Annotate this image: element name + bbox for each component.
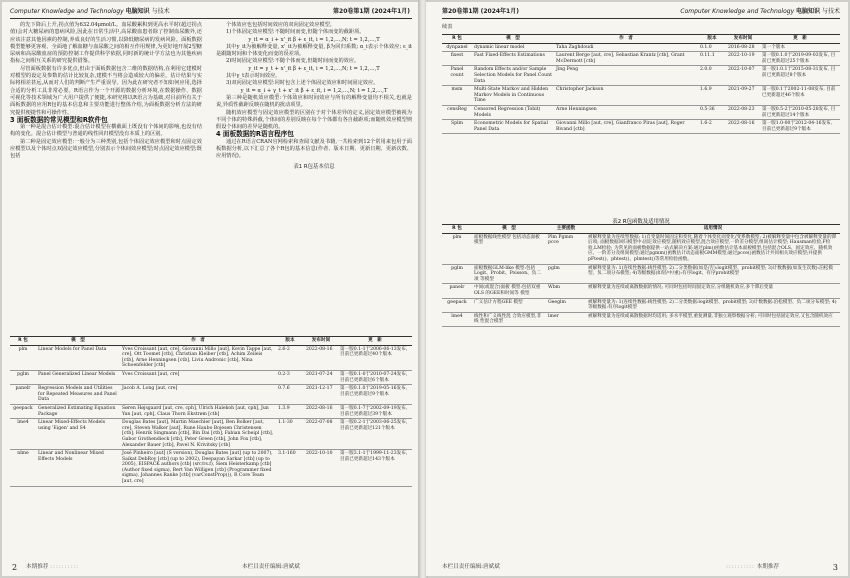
table-row [442, 43, 840, 52]
table-cell: plm [442, 233, 472, 264]
table-cell: Econometric Models for Spatial Panel Data [472, 120, 554, 134]
table-row [442, 120, 840, 134]
table-cell: 第一版1.0-00于2012-04-16发布, 目前已更新超过9个版本 [760, 120, 840, 134]
table-row [442, 312, 840, 326]
table-cell: 1.6.9 [698, 86, 726, 106]
table-cell: Fast Fixed-Effects Estimations [472, 52, 554, 66]
table-cell: 第一版0.1-1于2006-06-13发布, 目前已更新超过40个版本 [338, 345, 412, 370]
table-cell: 第一版0.1-7于2002-09-19发布, 目前已更新超过39个版本 [338, 404, 412, 418]
table-cell: Panel Generalized Linear Models [36, 370, 120, 384]
table-cell: 2022-08-16 [726, 120, 760, 134]
table-cell: fixest [442, 52, 472, 66]
header-rule [442, 18, 840, 19]
table-row [10, 419, 412, 450]
table-cell: geepack [442, 298, 472, 312]
paragraph: 第一种是混合估计模型:混合估计模型在横截面上既没有个体间的影响,也没有结构的变化。混合估计模型与普通的线性回归模型没有本质上的区别。 [10, 124, 202, 138]
table-cell: 被解释变量为连续或离散数据时均适用; 多水平模型,重复测量,非独立观察数据分析; 可同时包括固定效应,又包含随机效应 [586, 312, 840, 326]
table-header: 适用情况 [586, 225, 840, 234]
table-header: R 包 [442, 225, 472, 234]
table-cell: 第一版1.0.1于2015-08-31发布, 目前已更新超过8个版本 [760, 66, 840, 86]
right-page [426, 2, 848, 576]
table-cell: 广义估计方程GEE 模型 [472, 298, 546, 312]
table-cell: 1.6-2 [698, 120, 726, 134]
table-cell: 被解释变量为: 1)连续性数据:线性模型; 2)二分类数据:logit模型、probit模型; 3)计数数据:泊松模型、负二项分布模型; 4)等级数据:有序logit模型 [586, 298, 840, 312]
table-cell: Linear Models for Panel Data [36, 345, 120, 370]
page-number-left: 2 [12, 563, 18, 572]
paragraph: 2)时间固定效应模型:不随个体而变,但随时间而变的效应。 [226, 58, 360, 65]
table-header: 发布时间 [304, 337, 338, 346]
table-cell: Taha Zaghdoudi [554, 43, 698, 52]
left-column-2 [216, 22, 412, 173]
table-cell: 2021-09-27 [726, 86, 760, 106]
table-cell: 第一版3.1-1于1999-11-23发布, 目前已更新超过143个版本 [338, 450, 412, 487]
table-cell: dynpanel [442, 43, 472, 52]
table-cell: 第一版0.1-0于2010-07-24发布, 目前已更新超过6个版本 [338, 370, 412, 384]
right-issue: 第20卷第1期 (2024年1月) [442, 8, 519, 15]
table-cell: 2022-08-16 [304, 404, 338, 418]
running-head-tag: 与技术 [821, 8, 840, 15]
table-cell: 第一版0.2-1于2003-06-25发布, 目前已更新超过121个版本 [338, 419, 412, 450]
paragraph: 3)双向固定效应模型:同时包含上述个体固定效应和时间固定效应。 [226, 80, 379, 87]
table-cell: Splm [442, 120, 472, 134]
table-row [442, 66, 840, 86]
table-cell: censReg [442, 105, 472, 119]
paragraph: 随机效应模型与固定效应模型的区别在于对个体差异的定义,固定效应模型被视为不同个体的特殊斜截,个体间的差别反映在每个个体都有各自截距项;而随机效应模型则假设个体间的差异是随机的。 [216, 109, 412, 131]
table2-caption: 表2 R包函数及适用情况 [612, 219, 670, 225]
table-cell: Linear and Nonlinear Mixed Effects Models [36, 450, 120, 487]
table-row [10, 345, 412, 370]
table-cell: 0.11.1 [698, 52, 726, 66]
header-rule [10, 18, 412, 19]
table-row [442, 105, 840, 119]
table-header: 作 者 [554, 35, 698, 44]
table-cell: pglm [442, 264, 472, 284]
table-cell: pglm [546, 264, 586, 284]
footer-right-label: :::::::::: 本期推荐 [726, 564, 780, 570]
table-row [10, 385, 412, 405]
paragraph: 第二种是固定效应模型:一般分为三种类别,包括个体固定效应模型和时点固定效应模型以及个体时点双固定效应模型,分别表示个体间效应模型;时点固定效应模型;既包括 [10, 138, 202, 160]
table-cell: Christopher Jackson [554, 86, 698, 106]
table-cell: msm [442, 86, 472, 106]
table-cell: Wbm [546, 284, 586, 298]
table-header: 模 型 [36, 337, 120, 346]
table-cell: 第一个版本 [760, 43, 840, 52]
right-running-head [680, 6, 840, 15]
table-cell: Laurent Berge [aut, cre], Sebastian Krantz [ctb], Grant McDermott [ctb] [554, 52, 698, 66]
table-row [10, 404, 412, 418]
table-cell: 0.1.0 [698, 43, 726, 52]
table-cell: Censored Regression (Tobit) Models [472, 105, 554, 119]
table-row [442, 52, 840, 66]
table1 [10, 336, 412, 487]
table1-caption: 表1 R包基本信息 [293, 163, 335, 170]
left-issue: 第20卷第1期 (2024年1月) [333, 8, 410, 15]
table-cell: 面板数据GLM-like 模型:包括Logit、Probit、Poisson、负二项 等模型 [472, 264, 546, 284]
table-header: 更 新 [760, 35, 840, 44]
table-cell: Jing Peng [554, 66, 698, 86]
table-row [442, 264, 840, 284]
table-cell: 第一版0.1.0于2019-05-16发布, 目前已更新超过9个版本 [338, 385, 412, 405]
table-cell: Yves Croissant [aut, cre] [120, 370, 276, 384]
equation: y_it = α_i + γ_t + x'_it β + ε_it, i = 1,2,…,N; t = 1,2,…,T [240, 87, 388, 94]
table-cell: José Pinheiro [aut] (S version), Douglas Bates [aut] (up to 2007), Saikat DebRoy [ctb] (up to 2002), Deepayan Sarkar [ctb] (up to 2005), EISPACK authors [ctb] (src/rs.f), Siem Heisterkamp [ctb] (Author fixed sigma), Bert Van Willigen [ctb] (Programmer fixed sigma), Johannes Ranke [ctb] (varConstProp()), R Core Team [aut, cre] [120, 450, 276, 487]
table-cell: Douglas Bates [aut], Martin Maechler [aut], Ben Bolker [aut, cre], Steven Walker [aut], Rune Haubo Bojesen Christensen [ctb], Henrik Singmann [ctb], Bin Dai [ctb], Fabian Scheipl [ctb], Gabor Grothendieck [ctb], Peter Green [ctb], John Fox [ctb], Alexander Bauer [ctb], Pavel N. Krivitsky [ctb] [120, 419, 276, 450]
table-row [10, 450, 412, 487]
paragraph: 通过在R语言CRAN官网检索和查阅文献及书籍,一共检索到12个常用来包用于面板数据分析,以下汇总了各个R包的基本信息(作者、版本日期、更新日期、更新次数、应用情况)。 [216, 138, 412, 160]
table-cell: 1.1-30 [276, 419, 304, 450]
table-cell: dynamic linear model [472, 43, 554, 52]
continued-label: 续表 [442, 24, 453, 30]
paragraph: 第三种是随机效应模型:个体效应和时间效应与所有的解释变量均不相关,也就是说,异质性截距反映在随机的扰动项里。 [216, 94, 412, 109]
footer-left-editor: 本栏目责任编辑:唐斌斌 [242, 564, 300, 570]
running-head-cn: 电脑知识 [125, 8, 150, 15]
table-row [442, 233, 840, 264]
table-cell: 第一版0.5-2于2010-05-28发布, 目前已更新超过14个版本 [760, 105, 840, 119]
table-cell: 2.6-2 [276, 345, 304, 370]
table-cell: 线性和广义线性混 合效应模型,非线 性混合模型 [472, 312, 546, 326]
table-cell: Giovanni Millo [aut, cre], Gianfranco Piras [aut], Roger Bivand [ctb] [554, 120, 698, 134]
paragraph: 个体效应也包括时间效应的双向固定效应模型。 [226, 22, 335, 28]
table-cell: geepack [10, 404, 36, 418]
table-row [442, 86, 840, 106]
table-cell: 2022-10-19 [726, 52, 760, 66]
table-cell: 2016-08-28 [726, 43, 760, 52]
table-cell: Søren Højsgaard [aut, cre, cph], Ulrich Halekoh [aut, cph], Jun Yan [aut, cph], Claus Thorn Ekstrøm [ctb] [120, 404, 276, 418]
table-cell: lme4 [442, 312, 472, 326]
table-cell: 2022-10-07 [726, 66, 760, 86]
table-header: R 包 [10, 337, 36, 346]
table-header: 发布时间 [726, 35, 760, 44]
table-cell: Random Effects and/or Sample Selection Models for Panel Count Data [472, 66, 554, 86]
table-row [442, 284, 840, 298]
table-cell: Panel count [442, 66, 472, 86]
page-number-right: 3 [832, 563, 838, 572]
table-cell: 0.7.6 [276, 385, 304, 405]
table-cell: 2022-08-16 [304, 345, 338, 370]
table-cell: lmer [546, 312, 586, 326]
table-cell: Plm Pgmm pcce [546, 233, 586, 264]
table-cell: Generalized Estimating Equation Package [36, 404, 120, 418]
table-cell: Regression Models and Utilities for Repeated Measures and Panel Data [36, 385, 120, 405]
table-cell: 2022-08-23 [726, 105, 760, 119]
table-header: 作 者 [120, 337, 276, 346]
table-cell: 2022-07-08 [304, 419, 338, 450]
table-header: 版本 [698, 35, 726, 44]
table-cell: 2.0.0 [698, 66, 726, 86]
table-cell: Arne Henningsen [554, 105, 698, 119]
paragraph: 尽管面板数据有许多优点,但由于面板数据包含二维的数据结构,在利用它建模时对模型的设定及参数的估计比较复杂,建模不当将会造成较大的偏差。估计结果与实际将相差甚远,从而对人们的判断产生严重误导。因为此在研究者不知如何应用,选择合适的分析工具非常必要。R语言作为一个开源的数据分析环境,在数据操作、数据可视化等技术领域为广大用户提供了便捷,本研究将以R语言为基础,对目前所有关于面板数据的应用R包的基本信息和主要功能进行整体介绍,为面板数据分析方法的研究提供便捷性和可操作性。 [10, 65, 202, 116]
table-cell: nlme [10, 450, 36, 487]
section-heading-4: 4 面板数据的R语言程序包 [216, 130, 294, 139]
table-cell: 2021-07-24 [304, 370, 338, 384]
table-header: 更 新 [338, 337, 412, 346]
table-cell: 0.2-3 [276, 370, 304, 384]
table-header: 模 型 [472, 225, 546, 234]
section-heading-3: 3 面板数据的常见模型和R软件包 [10, 115, 108, 124]
table-header: 模 型 [472, 35, 554, 44]
table-header: 主要函数 [546, 225, 586, 234]
table-cell: 中间(或混合)面板 模型:包括双重OLS 的GEE和时间等 模型 [472, 284, 546, 298]
paragraph: 其中y_it为被解释变量, x'_it为被解释变量, β为回归系数; α_i表示个体效应; ε_it是跟随时间和个体变化而变的误差项。 [216, 43, 412, 58]
equation: y_it = α_i + x'_it β + ε_it, i = 1,2,…,N; t = 1,2,…,T [248, 36, 380, 43]
table-row [10, 370, 412, 384]
table-cell: 第一版0.1.0于2019-09-03发布, 目前已更新超过25个版本 [760, 52, 840, 66]
running-head-en: Computer Knowledge and Technology [10, 8, 124, 15]
left-running-head [10, 6, 170, 15]
footer-text: 本期推荐 [756, 564, 780, 570]
left-column-1 [10, 22, 202, 161]
table-cell: panelr [442, 284, 472, 298]
running-head-cn: 电脑知识 [796, 8, 821, 15]
running-head-en: Computer Knowledge and Technology [680, 8, 795, 15]
paragraph: 1)个体固定效应模型:不随时间而变,但随个体而变的截距项。 [226, 29, 365, 36]
left-page [2, 2, 420, 576]
table-cell: 被解释变量为连续或离散数据的情况; 可同时包括时间固定效应,分组随机效应,多个滞后变量 [586, 284, 840, 298]
table-header: 版本 [276, 337, 304, 346]
table-cell: plm [10, 345, 36, 370]
footer-right-editor: 本栏目责任编辑:唐斌斌 [442, 564, 500, 570]
table-cell: 1.3.9 [276, 404, 304, 418]
table-cell: 第一版0.1于2002-11-08发布, 目前已更新超过46个版本 [760, 86, 840, 106]
table-cell: lme4 [10, 419, 36, 450]
table-cell: 2022-10-10 [304, 450, 338, 487]
table-cell: Jacob A. Long [aut, cre] [120, 385, 276, 405]
table2 [442, 224, 840, 327]
table-cell: Multi-State Markov and Hidden Markov Models in Continuous Time [472, 86, 554, 106]
table-row [442, 298, 840, 312]
table-cell: 2021-12-17 [304, 385, 338, 405]
table-cell: 3.1-160 [276, 450, 304, 487]
table-cell: Yves Croissant [aut, cre], Giovanni Millo [aut], Kevin Tappe [aut, cre], Ott Toomet [ctb], Christian Kleiber [ctb], Achim Zeileis [ctb], Arne Henningsen [ctb], Liviu Andronic [ctb], Nina Schoenfelder [ctb] [120, 345, 276, 370]
table-cell: 0.5-36 [698, 105, 726, 119]
paragraph: 的先下降后上升,拐点值为632.04μmol/L。血尿酸累积到更高水平时(超过拐点值)会对大糖尿病的患病风险,因此在日常生活中,高尿酸血患者除了控制血尿酸外,还应该注意其他因素的控制,养成良好的生活习惯,以降低糖尿病的发病风险。面板数据模型能够更客观、全面地了解血糖与血尿酸之间的相互作用规律,为更好地开展2型糖尿病和高尿酸血症的预防控制工作提供科学依据,同时新的统计学方法也为其他疾病指标之间相互关系的研究提供借鉴。 [10, 22, 202, 65]
running-head-tag: 与技术 [151, 8, 170, 15]
table-cell: 被解释变量为: 1)连续性数据:线性模型; 2)二分类数据(如是/否):logit模型、probit模型; 3)计数数据(如发生次数):泊松模型、负二项分布模型; 4)等级数据(如轻/中/重):有序logit、有序probit模型 [586, 264, 840, 284]
table-cell: 被解释变量为连续型数据; 1)自变量时间固定和变化,随着个体变化而变化/变系数模型; 2)被解释变量中包含被解释变量的滞后项; 面板数据回归模型中:固定效应模型,随机效应模型,混合效应模型,一阶差分模型,组间估计模型; Hausman检验,F检验,LM检验; 为常见的面板数据提供一站式解决方案:通过plm()函数估计基本面板模型,包括混合OLS、固定效应、随机效应、一阶差分及组间模型;通过pgmm()函数估计动态面板GMM模型;通过pcce()函数估计共同相关效应模型;并提供pFtest()、phtest()、plmtest()等常用检验函数。 [586, 233, 840, 264]
table-cell: panelr [10, 385, 36, 405]
footer-left-label: 本期推荐 :::::::::: [26, 564, 80, 570]
table-cell: Linear Mixed-Effects Models using 'Eigen' and S4 [36, 419, 120, 450]
footer-text: 本期推荐 [26, 564, 49, 570]
table-cell: pglm [10, 370, 36, 384]
table-header: R 包 [442, 35, 472, 44]
equation: y_it = γ_t + x'_it β + ε_it, i = 1,2,…,N; t = 1,2,…,T [248, 65, 380, 72]
paragraph: 其中γ_t表示时间效应。 [226, 73, 281, 80]
table1-continued [442, 34, 840, 134]
table-cell: Geeglm [546, 298, 586, 312]
table-cell: 面板数据线性模型 包括动态面板模型 [472, 233, 546, 264]
